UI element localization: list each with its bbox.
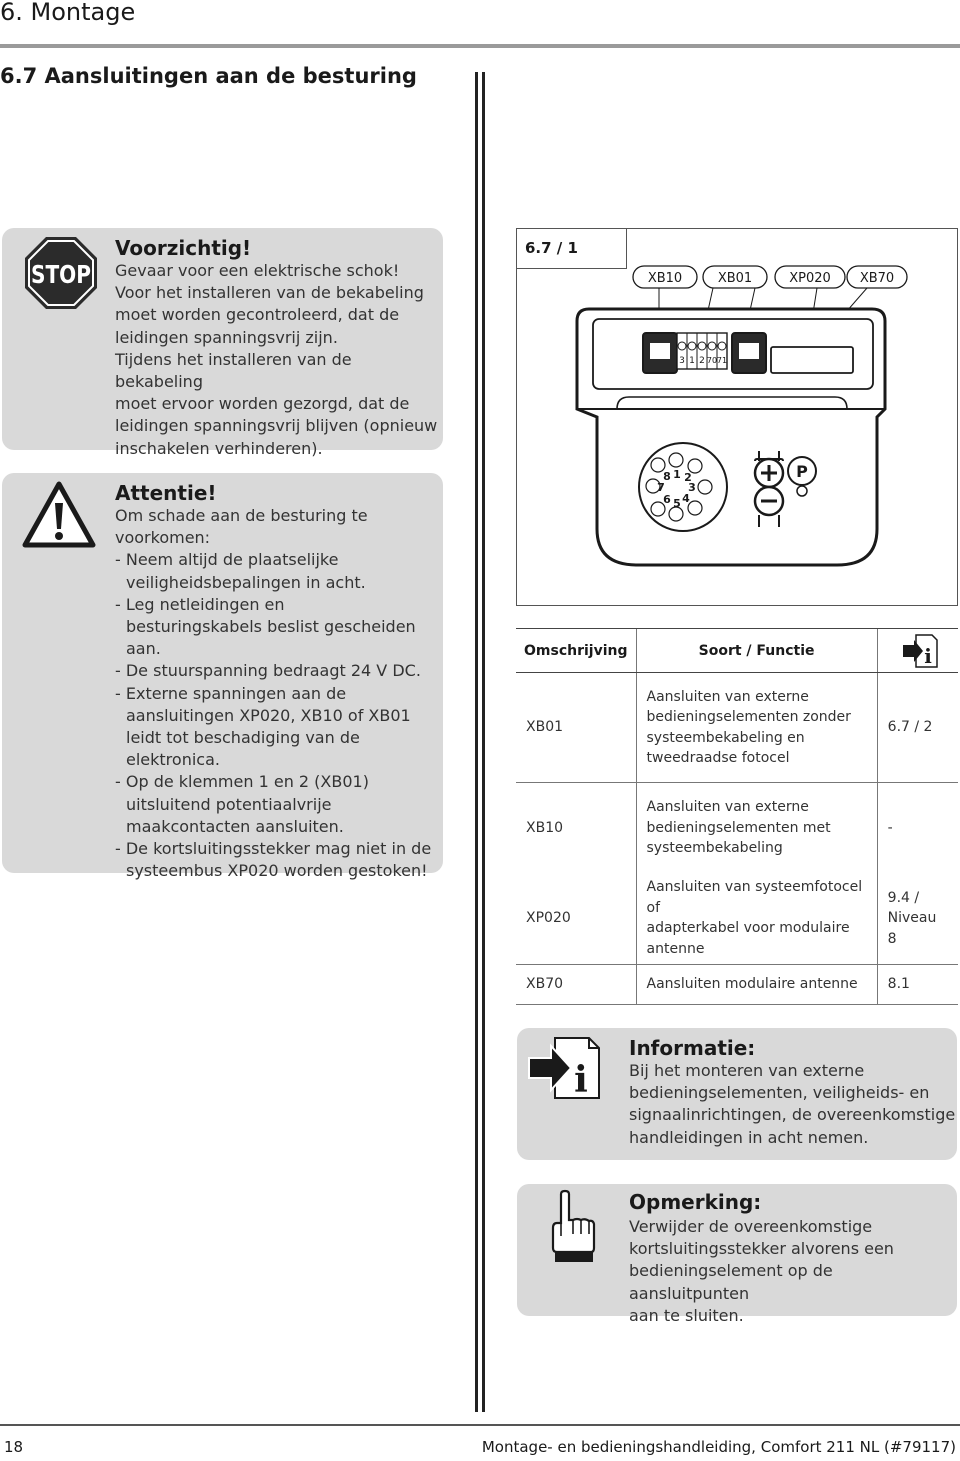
connector-label-xp020: XP020 [789,271,831,286]
attention-title: Attentie! [115,481,217,505]
dial-number: 2 [684,471,692,484]
attention-box [2,473,443,881]
caution-line: Tijdens het installeren van de bekabeling [115,349,352,392]
dial-number: 8 [663,470,671,483]
information-text: Bij het monteren van externe bedieningselementen, veiligheids- en signaalinrichtingen, de overeenkomstige handleidingen in acht nemen. [629,1061,956,1147]
row-name: XB10 [526,819,564,836]
dial-number: 5 [673,497,681,510]
note-box [517,1184,957,1325]
column-divider [475,72,485,1412]
stop-sign-text: STOP [31,260,91,289]
terminal-number: 70 [706,356,718,365]
dial-number: 1 [673,468,681,481]
terminal-number: 3 [679,356,685,366]
row-function: Aansluiten van externe bedieningselementen zonder systeembekabeling en tweedraadse fotocel [636,673,877,783]
attention-item: - De stuurspanning bedraagt 24 V DC. [115,661,421,681]
terminal-number: 1 [689,356,695,366]
header-rule [0,44,960,48]
connector-label-xb10: XB10 [647,271,683,286]
info-icon [527,1036,601,1100]
dial-number: 6 [663,493,671,506]
note-title: Opmerking: [629,1190,762,1214]
terminal-number: 71 [716,356,728,365]
attention-intro-line: voorkomen: [115,528,211,548]
row-reference: 8.1 [877,965,958,1005]
note-text: Verwijder de overeenkomstige kortsluitingsstekker alvorens een bedieningselement op de aansluitpunten aan te sluiten. [629,1217,894,1325]
chapter-title: 6. Montage [0,0,136,26]
caution-line: moet worden gecontroleerd, dat de [115,305,400,325]
document-title: Montage- en bedieningshandleiding, Comfort 211 NL (#79117) [481,1438,956,1456]
caution-line: leidingen spanningsvrij zijn. [115,327,338,347]
warning-triangle-icon [22,481,96,549]
p-button-label: P [796,462,808,481]
info-icon [902,634,938,668]
caution-title: Voorzichtig! [115,236,252,260]
connector-label-xb01: XB01 [717,271,753,286]
attention-item: - Externe spanningen aan de aansluitingen XP020, XB10 of XB01 leidt tot beschadiging van de elektronica. [115,683,411,770]
header-function: Soort / Functie [636,629,877,673]
attention-item: - Op de klemmen 1 en 2 (XB01) uitsluitend potentiaalvrije maakcontacten aansluiten. [115,772,369,836]
table-row [516,965,958,1005]
row-name: XB01 [516,673,636,783]
caution-line: Voor het installeren van de bekabeling [115,283,424,303]
attention-item: - De kortsluitingsstekker mag niet in de systeembus XP020 worden gestoken! [115,839,432,881]
row-function: Aansluiten van externe bedieningselementen met systeembekabeling [636,783,877,873]
attention-text [115,505,433,882]
connection-table [516,628,958,1005]
information-box [517,1028,957,1160]
caution-line: Gevaar voor een elektrische schok! [115,261,400,280]
controller-drawing [517,229,957,605]
attention-intro-line: Om schade aan de besturing te [115,506,368,525]
row-name: XP020 [516,873,636,965]
attention-item: - Leg netleidingen en besturingskabels beslist gescheiden aan. [115,594,416,659]
terminal-number: 2 [699,356,705,366]
attention-item: - Neem altijd de plaatselijke veiligheidsbepalingen in acht. [115,550,366,592]
row-reference: 9.4 / Niveau 8 [877,873,958,965]
table-header-row [516,629,958,673]
table-row [516,783,958,873]
row-name: XB70 [516,965,636,1005]
footer-rule [0,1424,960,1426]
caution-line: leidingen spanningsvrij blijven (opnieuw [115,416,438,436]
row-function: Aansluiten modulaire antenne [636,965,877,1005]
dial-number: 7 [657,481,665,494]
table-row [516,673,958,783]
svg-text:i: i [574,1059,588,1101]
caution-line: inschakelen verhinderen). [115,438,323,458]
connector-label-xb70: XB70 [859,271,895,286]
caution-text [115,260,443,460]
pointing-hand-icon [547,1190,597,1264]
figure-controller [516,228,958,606]
table-row [516,873,958,965]
svg-text:i: i [923,643,932,668]
header-reference [877,629,958,673]
page-number: 18 [4,1438,24,1456]
row-reference: 6.7 / 2 [877,673,958,783]
figure-label: 6.7 / 1 [525,239,578,257]
dial-number: 4 [682,492,690,505]
section-title: 6.7 Aansluitingen aan de besturing [0,64,417,88]
information-title: Informatie: [629,1036,756,1060]
header-description: Omschrijving [516,629,636,673]
stop-sign-icon [24,236,98,310]
caution-box [2,228,443,458]
caution-line: moet ervoor worden gezorgd, dat de [115,394,410,414]
row-function: Aansluiten van systeemfotocel of adapterkabel voor modulaire antenne [636,873,877,965]
row-reference: - [877,783,958,873]
dial-number: 3 [688,481,696,494]
